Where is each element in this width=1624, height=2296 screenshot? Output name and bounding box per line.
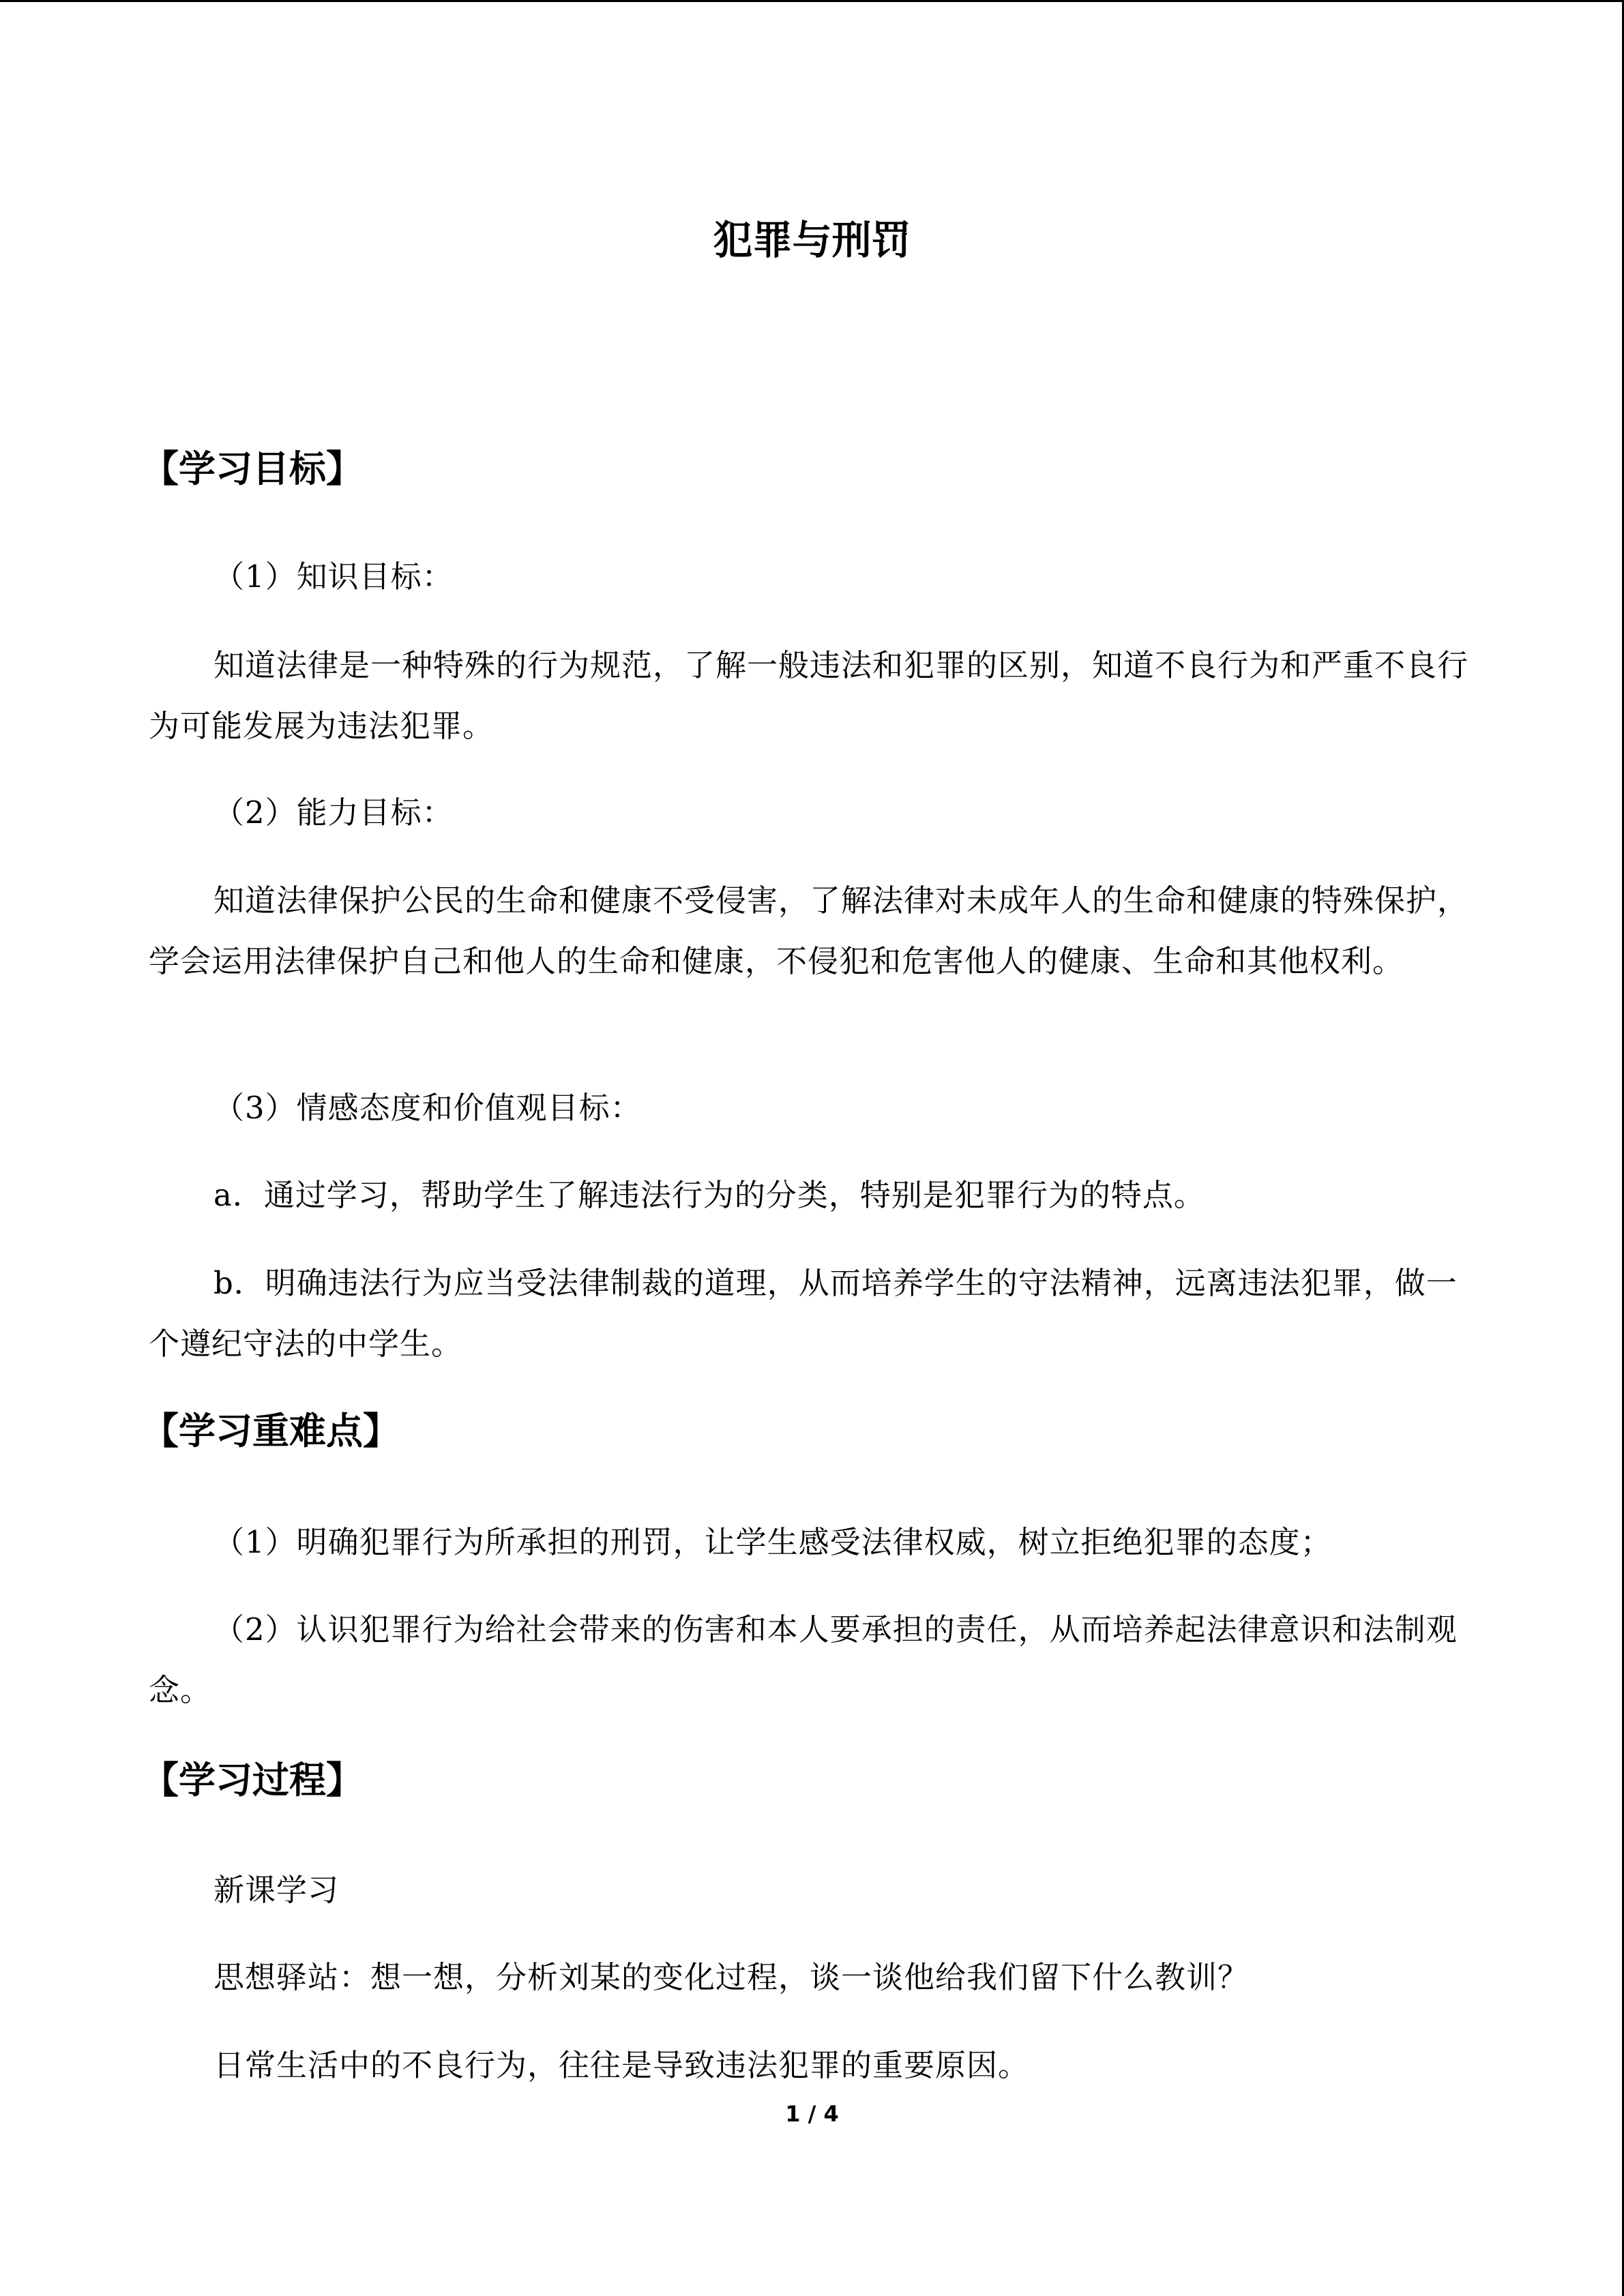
key-point-2: （2）认识犯罪行为给社会带来的伤害和本人要承担的责任，从而培养起法律意识和法制观念。: [149, 1611, 1458, 1708]
knowledge-objective-text: 知道法律是一种特殊的行为规范，了解一般违法和犯罪的区别，知道不良行为和严重不良行为可能发展为违法犯罪。: [149, 647, 1469, 744]
emotion-objective-b: b．明确违法行为应当受法律制裁的道理，从而培养学生的守法精神，远离违法犯罪，做一个遵纪守法的中学生。: [149, 1265, 1458, 1362]
section-heading-objectives: 【学习目标】: [142, 447, 363, 490]
new-lesson-text: 新课学习: [213, 1872, 340, 1908]
thinking-station-text: 思想驿站：想一想，分析刘某的变化过程，谈一谈他给我们留下什么教训？: [213, 1959, 1250, 1995]
page-border-top: [0, 0, 1624, 2]
emotion-objective-a: a．通过学习，帮助学生了解违法行为的分类，特别是犯罪行为的特点。: [213, 1177, 1205, 1213]
page-indicator: 1 / 4: [785, 2101, 839, 2127]
section-heading-process: 【学习过程】: [142, 1759, 363, 1802]
knowledge-objective-label: （1）知识目标：: [213, 558, 454, 595]
key-point-1: （1）明确犯罪行为所承担的刑罚，让学生感受法律权威，树立拒绝犯罪的态度；: [213, 1524, 1332, 1560]
daily-life-text: 日常生活中的不良行为，往往是导致违法犯罪的重要原因。: [213, 2047, 1030, 2083]
ability-objective-label: （2）能力目标：: [213, 794, 454, 831]
section-heading-key-points: 【学习重难点】: [142, 1410, 400, 1452]
emotion-objective-label: （3）情感态度和价值观目标：: [213, 1090, 642, 1126]
ability-objective-text: 知道法律保护公民的生命和健康不受侵害，了解法律对未成年人的生命和健康的特殊保护，学会运用法律保护自己和他人的生命和健康，不侵犯和危害他人的健康、生命和其他权利。: [149, 882, 1469, 979]
page-title: 犯罪与刑罚: [713, 217, 911, 263]
